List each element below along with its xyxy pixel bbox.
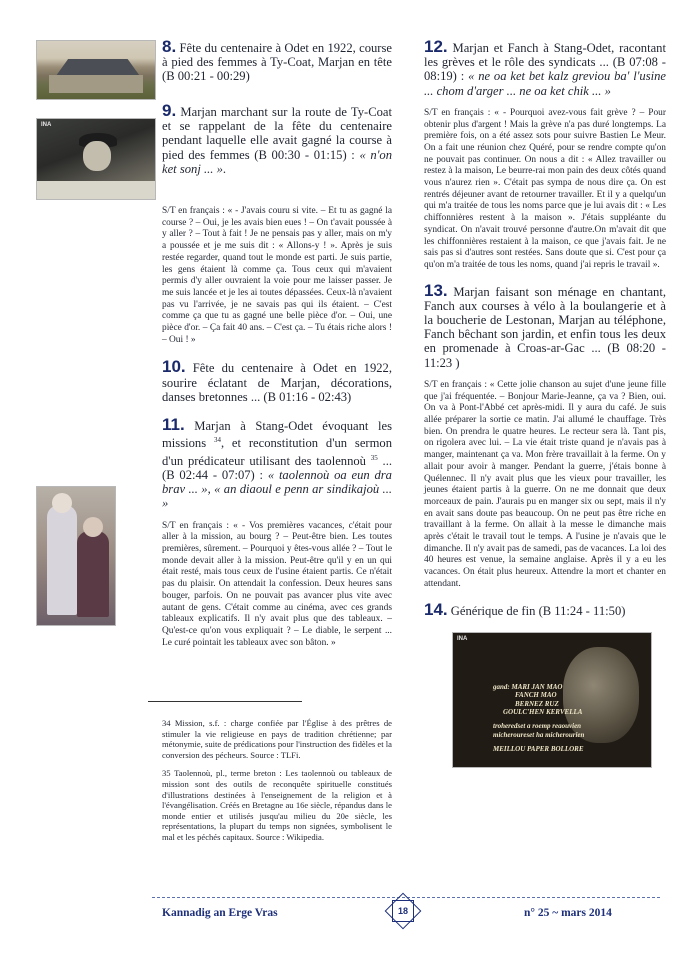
entry-title: Fête du centenaire à Odet en 1922, course à pied des femmes à Ty-Coat, Marjan en tête (B 00:21 - 00:29) [162,41,392,84]
entry-11: 11. Marjan à Stang-Odet évoquant les missions $^{34}$, et reconstitution d'un sermon d'un prédicateur utilisant des taolennoù $^{35}$ ... (B 02:44 - 07:07) : « taolennoù oa eun dra brav ... », « an diaoul e penn ar sindikajoù ... » S/T en français : « - Vos premières vacances, c'était pour aller à la mission, au bourg ? – Peut-être bien. Les toutes premières, sûrement. – Pourquoi y êtes-vous allée ? – Tout le monde devait aller à la mission. Peut-être qu'il y en un qui était resté, mais tous ceux de l'usine étaient partis. Ce n'était pas du plaisir. On attendait la confession. Deux heures sans bouger, parfois. On ne pouvait pas avancer plus vite avec autant de gens. C'était comme au cinéma, avec ces grands tableaux explicatifs. Il n'y avait plus que des tableaux. – Qu'est-ce qu'on vous expliquait ? – Le diable, le serpent ... Le curé pointait les tableaux avec son bâton. » [36,418,392,649]
credits-still-image [452,632,652,768]
subtitle-text-11: S/T en français : « - Vos premières vacances, c'était pour aller à la mission, au bourg ? – Peut-être bien. Les toutes premières, sûrement. – Pourquoi y êtes-vous allée ? – Tout le monde devait aller à la mission. Peut-être qu'il y en un qui était resté, mais tous ceux de l'usine étaient partis. Ce n'était pas du plaisir. On attendait la confession. Deux heures sans bouger, parfois. On ne pouvait pas avancer plus vite avec autant de gens. C'était comme au cinéma, avec ces grands tableaux explicatifs. Il n'y avait plus que des tableaux. – Qu'est-ce qu'on vous expliquait ? – Le diable, le serpent ... Le curé pointait les tableaux avec son bâton. » [162,520,392,648]
page-number: 18 [392,900,414,922]
man-eating-photo [36,118,156,200]
entry-12 [424,37,666,98]
entry-title: Marjan marchant sur la route de Ty-Coat et se rappelant de la fête du centenaire pendant laquelle elle avait gagné la course à pied des femmes (B 00:30 - 01:15) : [162,105,392,162]
footnote-35: 35 Taolennoù, pl., terme breton : Les taolennoù ou tableaux de mission sont des outils de reconquête spirituelle constitués d'illustrations destinées à l'enseignement de la religion et à l'évangélisation. Créés en Bretagne au 16e siècle, répandus dans le monde entier et utilisés jusqu'au milieu du 20e siècle, les représentations, la plupart du temps non signées, symbolisent le mal et les péchés capitaux. Source : Wikipedia. [162,768,392,842]
entry-number: 14. [424,599,448,619]
issue-info: n° 25 ~ mars 2014 [524,907,612,919]
subtitle-text-12: S/T en français : « - Pourquoi avez-vous fait grève ? – Pour obtenir plus d'argent ! Mais la grève n'a pas duré longtemps. La première fois, on a été assez sots pour suivre Bastien Le Meur. On a fait une réunion chez Quéré, pour se rendre compte qu'on ne pouvait pas continuer. On nous a dit : « Allez travailler ou restez à la maison, Le beurre-rai mon pain des deux côtés quand vous n'aurez rien ». C'était pas sympa de nous dire ça. On est rentrés déjeuner avant de retourner travailler. Et il y a quelqu'un qui m'a traitée de tous les noms parce que je lui avais dit : « Les chiffonnières restent à la maison ». J'étais suppléante du syndicat. On n'avait trouvé personne d'autre.On m'avait dit que les chiffonnières restaient à la maison, ce que j'avais fait. Je ne sais pas si d'autres sont restées. Sans doute que si. C'est pour ça qu'on m'a traitée de tous les noms, quand j'ai repris le travail ». [424,107,666,270]
entry-breton-quote: « taolennoù oa eun dra brav ... », « an diaoul e penn ar sindikajoù ... » [162,468,392,511]
entry-breton-quote: « n'on ket sonj ... » [162,147,392,176]
entry-13 [424,280,666,370]
footnotes [162,718,392,851]
footnote-ref-35[interactable]: 35 [370,453,378,462]
entry-breton-quote: « ne oa ket bet kalz greviou ba' l'usine ... chom d'arger ... ne oa ket chik ... » [424,69,666,98]
entry-number: 9. [162,101,177,120]
entry-14 [424,599,666,619]
house-photo [36,40,156,100]
publication-title: Kannadig an Erge Vras [162,907,278,919]
entry-9: INA 9. Marjan marchant sur la route de Ty-Coat et se rappelant de la fête du centenaire pendant laquelle elle avait gagné la course à pied des femmes (B 00:30 - 01:15) : « n'on ket sonj ... ». [36,104,392,200]
footnote-divider [148,701,302,702]
entry-title: Fête du centenaire à Odet en 1922, sourire éclatant de Marjan, décorations, danses bretonnes ... (B 01:16 - 02:43) [162,361,392,404]
couple-photo [36,486,116,626]
entry-number: 13. [424,280,448,300]
entry-number: 11. [162,415,185,435]
footnote-ref-34[interactable]: 34 [213,436,221,445]
left-column [36,37,392,649]
credits-text: gand: MARI JAN MAO FANCH MAO BERNEZ RUZ GOULC'HEN KERVELLA troheredset a roemp reaouvien micheroureset ha micherourien MEILLOU PAPER BOLLORE [493,682,585,754]
right-column [424,37,666,768]
ina-watermark: INA [41,122,52,128]
entry-title: Générique de fin (B 11:24 - 11:50) [450,603,626,618]
subtitle-text-13: S/T en français : « Cette jolie chanson au sujet d'une jeune fille que j'ai fréquentée. – Bonjour Marie-Jeanne, ça va ? Bien, oui. On va à Pont-l'Abbé cet après-midi. Il y aura du café. Je suis allée préparer la sortie ce matin. J'ai allumé le chauffage. Très bien. On prendra le quatre heures. Le recteur sera là. Tant pis, on rigolera avec lui. – La vie était triste quand je n'avais pas à manger, maintenant ça va. Mon frère travaillait à la ferme. On y allait pour avoir à manger. Pendant la guerre, j'étais bonne à Quélennec. Il n'y avait plus que les vieux pour travailler, les jeunes étaient partis à la guerre. On ne me donnait que deux morceaux de pain. J'aurais pu en manger six ou sept, mais il n'y en avait sans doute pas beaucoup. On ne peut pas être riche en travaillant à la ferme. On allait à la messe le dimanche mais après c'était le travail tout le temps. A l'usine je n'avais que le dimanche. Il n'y avait pas de samedi, pas de vacances. La loi des 40 heures est venue, la semaine anglaise. Après il y a eu les vacances. On était plus heureux. Attendre la mort et chanter en attendant. [424,379,666,589]
entry-number: 12. [424,37,448,56]
entry-title: Marjan et Fanch à Stang-Odet, racontant les grèves et le rôle des syndicats ... (B 07:08 - 08:19) : [424,41,666,84]
entry-10 [162,357,392,404]
footnote-34: 34 Mission, s.f. : charge confiée par l'Église à des prêtres de stimuler la vie religieuse en pays de tradition chrétienne; par métonymie, suite de prédications pour l'instruction des fidèles et la conversion des pécheurs. Source : TLFi. [162,718,392,760]
subtitle-text-9: S/T en français : « - J'avais couru si vite. – Et tu as gagné la course ? – Oui, je les avais bien eues ! – On t'avait poussée à y aller ? – Tout à fait ! Je ne pensais pas y aller, mais on m'y a poussée et je me suis dit : « Allons-y ! ». Après je suis restée regarder, quand tout le monde est parti. Je suis partie, les gens étaient là comme ça. Tous ceux qui m'avaient permis d'y aller ouvraient la voie pour me laisser passer. Je me suis lancée et je les ai toutes dépassées. Ceux-là n'avaient pas vu l'arrivée, je ne savais pas qui ils étaient. – C'est comme ça que tu as gagné une belle pièce d'or. – Oui, une pièce d'or. – Ça fait 40 ans. – C'est ça. – Tu étais riche alors ! – Oui ! » [162,206,392,345]
entry-number: 8. [162,37,177,56]
entry-number: 10. [162,357,186,377]
ina-watermark: INA [457,635,468,642]
entry-8 [36,37,392,100]
entry-title: Marjan faisant son ménage en chantant, Fanch aux courses à vélo à la boulangerie et à la boucherie de Lestonan, Marjan au téléphone, Fanch bêchant son jardin, et enfin tous les deux en promenade à Croas-ar-Gac ... (B 08:20 - 11:23 ) [424,284,666,370]
